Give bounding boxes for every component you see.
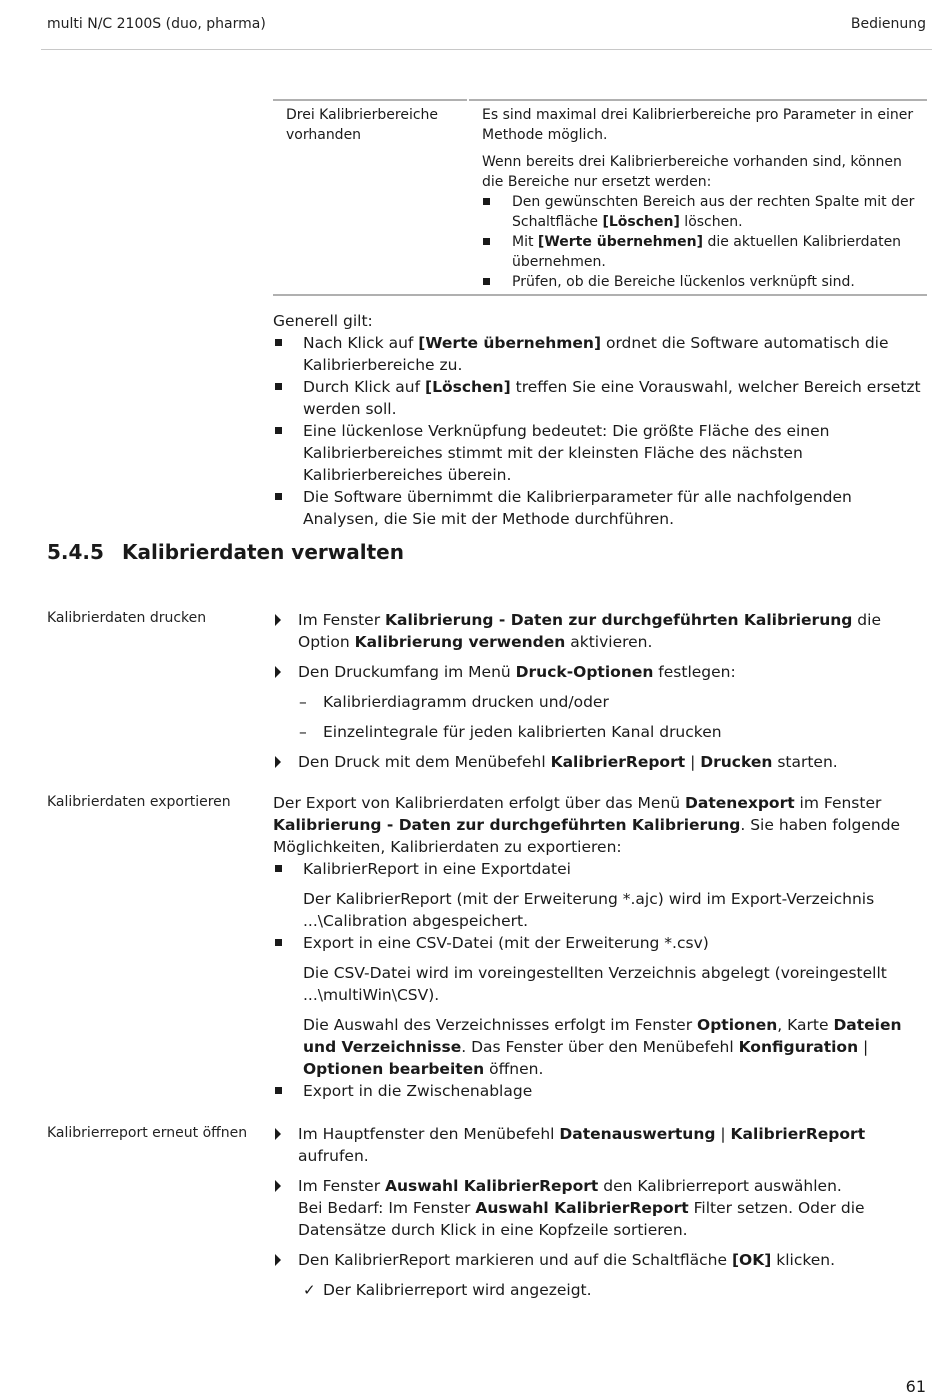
section-heading	[47, 540, 404, 564]
list-item	[273, 376, 923, 420]
list-item-detail: Der KalibrierReport (mit der Erweiterung *.ajc) wird im Export-Verzeichnis ...\Calibration abgespeichert.	[303, 890, 875, 930]
list-item	[482, 192, 922, 232]
ui-label: Kalibrierung verwenden	[354, 633, 566, 651]
table-bottom-rule	[273, 294, 927, 296]
table-top-rule-right	[469, 99, 927, 101]
table-bullet-list	[482, 192, 922, 292]
text: im Fenster	[794, 794, 882, 812]
running-header-title: multi N/C 2100S (duo, pharma)	[47, 16, 266, 32]
ui-label: Kalibrierung - Daten zur durchgeführten Kalibrierung	[273, 816, 741, 834]
text: aktivieren.	[565, 633, 653, 651]
list-item: Prüfen, ob die Bereiche lückenlos verknüpft sind.	[482, 272, 922, 292]
table-row-content	[482, 105, 922, 292]
text: treffen Sie eine Vorauswahl, welcher Bereich ersetzt werden soll.	[303, 378, 921, 418]
text: Den gewünschten Bereich aus der rechten Spalte mit der Schaltfläche	[512, 194, 915, 230]
text: den Kalibrierreport auswählen.	[598, 1177, 842, 1195]
list-item: Eine lückenlose Verknüpfung bedeutet: Die größte Fläche des einen Kalibrierbereiches stimmt mit der kleinsten Fläche des nächsten Kalibrierbereiches überein.	[273, 420, 923, 486]
text: öffnen.	[484, 1060, 544, 1078]
text: . Sie haben folgende Möglichkeiten, Kalibrierdaten zu exportieren:	[273, 816, 901, 856]
step-item	[273, 609, 925, 653]
list-item	[482, 232, 922, 272]
ui-label: Druck-Optionen	[515, 663, 654, 681]
text: Filter setzen. Oder die Datensätze durch Klick in eine Kopfzeile sortieren.	[298, 1199, 865, 1239]
list-item: Export in eine CSV-Datei (mit der Erweiterung *.csv)	[273, 932, 925, 954]
text: Im Fenster	[298, 611, 386, 629]
section-title: Kalibrierdaten verwalten	[122, 540, 404, 564]
text: Im Fenster	[298, 1177, 386, 1195]
step-item	[273, 661, 925, 683]
section-number: 5.4.5	[47, 540, 104, 564]
text: Im Hauptfenster den Menübefehl	[298, 1125, 560, 1143]
print-instructions	[273, 609, 925, 781]
header-rule	[41, 49, 932, 50]
text: festlegen:	[653, 663, 736, 681]
page-number: 61	[905, 1377, 926, 1395]
dash-item: – Kalibrierdiagramm drucken und/oder	[273, 691, 925, 713]
side-label-print: Kalibrierdaten drucken	[47, 610, 207, 626]
ui-label: Kalibrierung - Daten zur durchgeführten Kalibrierung	[385, 611, 853, 629]
export-intro	[273, 792, 925, 858]
export-instructions	[273, 792, 925, 1102]
general-bullet-list	[273, 332, 923, 530]
ui-label: KalibrierReport	[550, 753, 686, 771]
text: klicken.	[771, 1251, 836, 1269]
ui-label: [Werte übernehmen]	[418, 334, 602, 352]
list-item-detail: Die CSV-Datei wird im voreingestellten Verzeichnis abgelegt (voreingestellt ...\multiWin\CSV).	[303, 964, 887, 1004]
side-label-export: Kalibrierdaten exportieren	[47, 794, 231, 810]
step-item	[273, 751, 925, 773]
text: |	[858, 1038, 869, 1056]
text: Der Export von Kalibrierdaten erfolgt über das Menü	[273, 794, 686, 812]
text: Bei Bedarf: Im Fenster	[298, 1199, 476, 1217]
ui-label: Optionen bearbeiten	[303, 1060, 485, 1078]
step-item	[273, 1123, 925, 1167]
text: Den Druckumfang im Menü	[298, 663, 516, 681]
ui-label: [Löschen]	[424, 378, 511, 396]
ui-label: Auswahl KalibrierReport	[475, 1199, 689, 1217]
text: Mit	[512, 234, 538, 250]
text: starten.	[772, 753, 838, 771]
table-paragraph: Es sind maximal drei Kalibrierbereiche pro Parameter in einer Methode möglich.	[482, 107, 914, 143]
reopen-instructions	[273, 1123, 925, 1301]
step-result: ✓ Der Kalibrierreport wird angezeigt.	[273, 1279, 925, 1301]
text: Die Auswahl des Verzeichnisses erfolgt im Fenster	[303, 1016, 698, 1034]
step-item	[273, 1175, 925, 1241]
text: Durch Klick auf	[303, 378, 425, 396]
ui-label: KalibrierReport	[730, 1125, 866, 1143]
text: Nach Klick auf	[303, 334, 419, 352]
ui-label: [OK]	[731, 1251, 772, 1269]
text: |	[715, 1125, 731, 1143]
list-item-detail	[273, 1014, 925, 1080]
text: die Option	[298, 611, 881, 651]
list-item: Export in die Zwischenablage	[273, 1080, 925, 1102]
table-top-rule-left	[273, 99, 467, 101]
ui-label: Datenauswertung	[559, 1125, 716, 1143]
text: . Das Fenster über den Menübefehl	[461, 1038, 739, 1056]
step-item	[273, 1249, 925, 1271]
text: Den Druck mit dem Menübefehl	[298, 753, 551, 771]
dash-item: – Einzelintegrale für jeden kalibrierten Kanal drucken	[273, 721, 925, 743]
text: löschen.	[679, 214, 743, 230]
text: ordnet die Software automatisch die Kalibrierbereiche zu.	[303, 334, 889, 374]
text: aufrufen.	[298, 1147, 369, 1165]
ui-label: Konfiguration	[738, 1038, 859, 1056]
ui-label: [Werte übernehmen]	[537, 234, 703, 250]
ui-label: Auswahl KalibrierReport	[385, 1177, 599, 1195]
list-item: Die Software übernimmt die Kalibrierparameter für alle nachfolgenden Analysen, die Sie mit der Methode durchführen.	[273, 486, 923, 530]
list-item: KalibrierReport in eine Exportdatei	[273, 858, 925, 880]
general-intro: Generell gilt:	[273, 312, 373, 330]
running-header-chapter: Bedienung	[850, 16, 926, 32]
general-notes	[273, 310, 923, 530]
ui-label: Drucken	[700, 753, 773, 771]
ui-label: [Löschen]	[602, 214, 680, 230]
text: Den KalibrierReport markieren und auf die Schaltfläche	[298, 1251, 732, 1269]
text: die aktuellen Kalibrierdaten übernehmen.	[512, 234, 902, 270]
table-paragraph: Wenn bereits drei Kalibrierbereiche vorhanden sind, können die Bereiche nur ersetzt werden:	[482, 154, 902, 190]
text: |	[685, 753, 701, 771]
list-item	[273, 332, 923, 376]
table-row-label: Drei Kalibrierbereiche vorhanden	[286, 107, 439, 143]
ui-label: Optionen	[697, 1016, 778, 1034]
ui-label: Datenexport	[685, 794, 795, 812]
side-label-reopen: Kalibrierreport erneut öffnen	[47, 1125, 248, 1141]
info-table	[273, 99, 927, 296]
ui-label: Dateien und Verzeichnisse	[303, 1016, 902, 1056]
text: , Karte	[777, 1016, 834, 1034]
